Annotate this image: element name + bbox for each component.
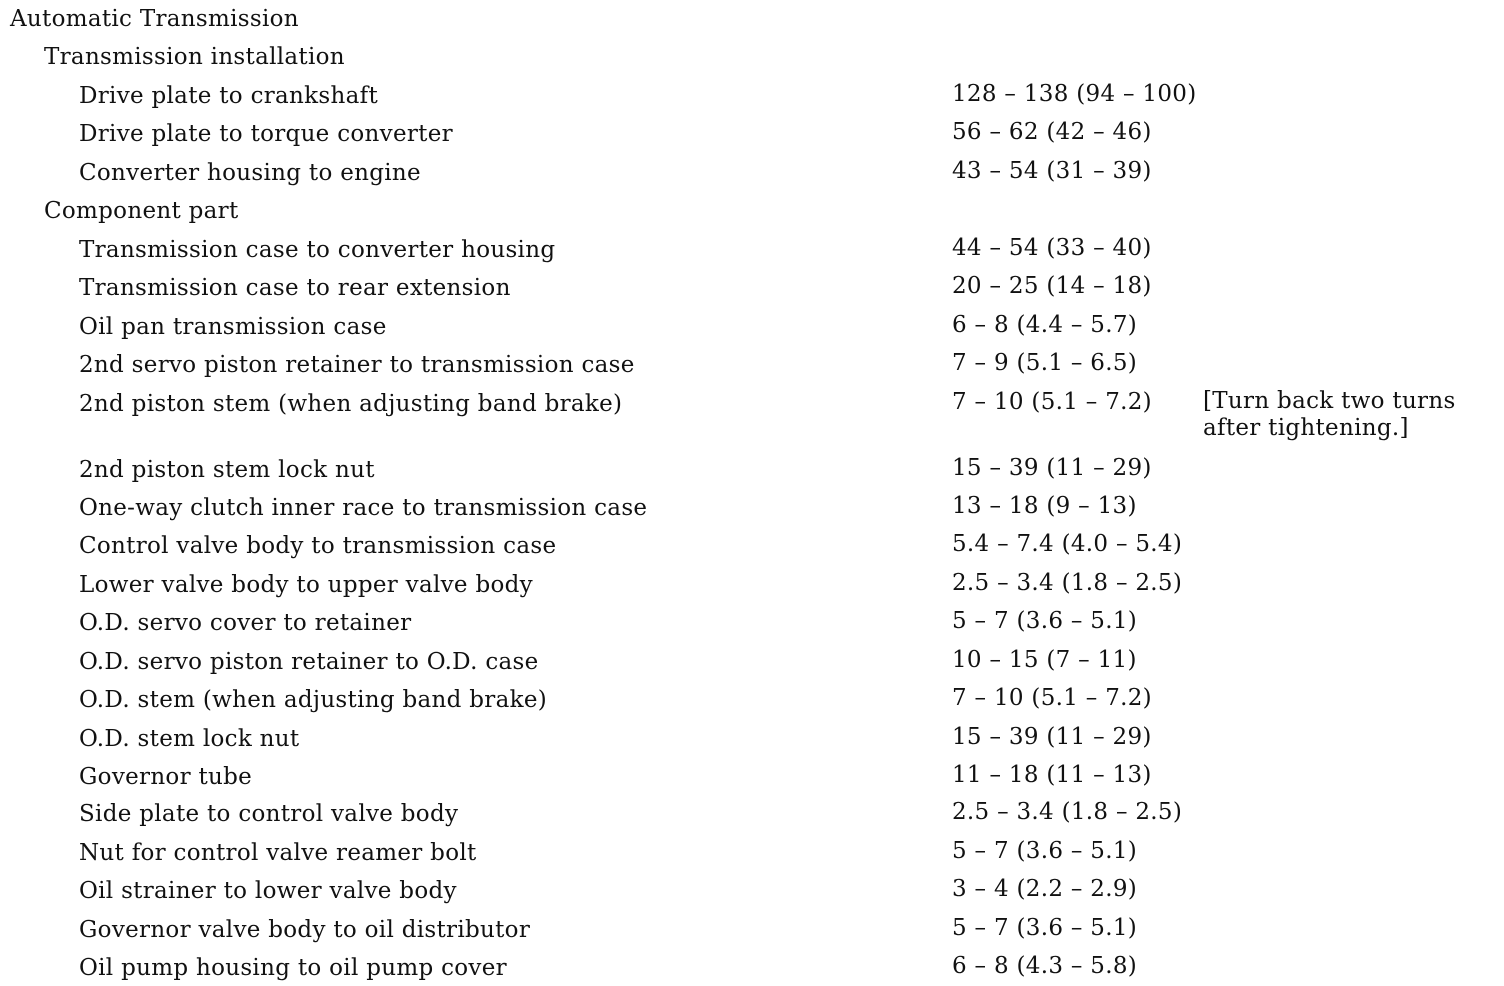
spec-label: Oil pump housing to oil pump cover [79, 955, 507, 981]
spec-label: O.D. stem (when adjusting band brake) [79, 687, 548, 713]
spec-label: Lower valve body to upper valve body [79, 572, 533, 598]
spec-value: 10 – 15 (7 – 11) [952, 647, 1137, 673]
spec-value: 44 – 54 (33 – 40) [952, 235, 1152, 261]
spec-label: Transmission case to converter housing [79, 237, 556, 263]
spec-label: Governor valve body to oil distributor [79, 917, 531, 943]
spec-label: 2nd piston stem (when adjusting band brake) [79, 391, 623, 417]
spec-label: Drive plate to crankshaft [79, 83, 378, 109]
spec-value: 7 – 10 (5.1 – 7.2) [952, 389, 1152, 415]
spec-label: 2nd piston stem lock nut [79, 457, 375, 483]
spec-value: 11 – 18 (11 – 13) [952, 762, 1152, 788]
spec-value: 5 – 7 (3.6 – 5.1) [952, 608, 1138, 634]
spec-value: 2.5 – 3.4 (1.8 – 2.5) [952, 799, 1183, 825]
spec-label: Oil pan transmission case [79, 314, 387, 340]
spec-label: Control valve body to transmission case [79, 533, 557, 559]
spec-label: One-way clutch inner race to transmission case [79, 495, 648, 521]
spec-label: O.D. stem lock nut [79, 726, 300, 752]
section-heading-installation: Transmission installation [44, 44, 345, 70]
spec-label: Drive plate to torque converter [79, 121, 453, 147]
spec-value: 5.4 – 7.4 (4.0 – 5.4) [952, 531, 1183, 557]
spec-label: Nut for control valve reamer bolt [79, 840, 477, 866]
spec-value: 3 – 4 (2.2 – 2.9) [952, 876, 1138, 902]
spec-value: 43 – 54 (31 – 39) [952, 158, 1152, 184]
spec-label: Oil strainer to lower valve body [79, 878, 457, 904]
spec-value: 5 – 7 (3.6 – 5.1) [952, 838, 1138, 864]
spec-note: [Turn back two turns [1203, 388, 1456, 414]
spec-label: O.D. servo piston retainer to O.D. case [79, 649, 539, 675]
spec-value: 15 – 39 (11 – 29) [952, 724, 1152, 750]
page-title: Automatic Transmission [10, 6, 299, 32]
spec-value: 7 – 10 (5.1 – 7.2) [952, 685, 1152, 711]
spec-label: Transmission case to rear extension [79, 275, 511, 301]
spec-value: 56 – 62 (42 – 46) [952, 119, 1152, 145]
spec-note: after tightening.] [1203, 415, 1409, 441]
spec-value: 6 – 8 (4.3 – 5.8) [952, 953, 1138, 979]
spec-label: O.D. servo cover to retainer [79, 610, 412, 636]
spec-label: 2nd servo piston retainer to transmission case [79, 352, 635, 378]
spec-value: 20 – 25 (14 – 18) [952, 273, 1152, 299]
spec-value: 15 – 39 (11 – 29) [952, 455, 1152, 481]
spec-value: 13 – 18 (9 – 13) [952, 493, 1137, 519]
spec-value: 128 – 138 (94 – 100) [952, 81, 1197, 107]
spec-value: 6 – 8 (4.4 – 5.7) [952, 312, 1138, 338]
spec-value: 7 – 9 (5.1 – 6.5) [952, 350, 1138, 376]
spec-label: Governor tube [79, 764, 253, 790]
spec-label: Converter housing to engine [79, 160, 421, 186]
section-heading-component: Component part [44, 198, 239, 224]
spec-value: 2.5 – 3.4 (1.8 – 2.5) [952, 570, 1183, 596]
spec-value: 5 – 7 (3.6 – 5.1) [952, 915, 1138, 941]
spec-label: Side plate to control valve body [79, 801, 459, 827]
